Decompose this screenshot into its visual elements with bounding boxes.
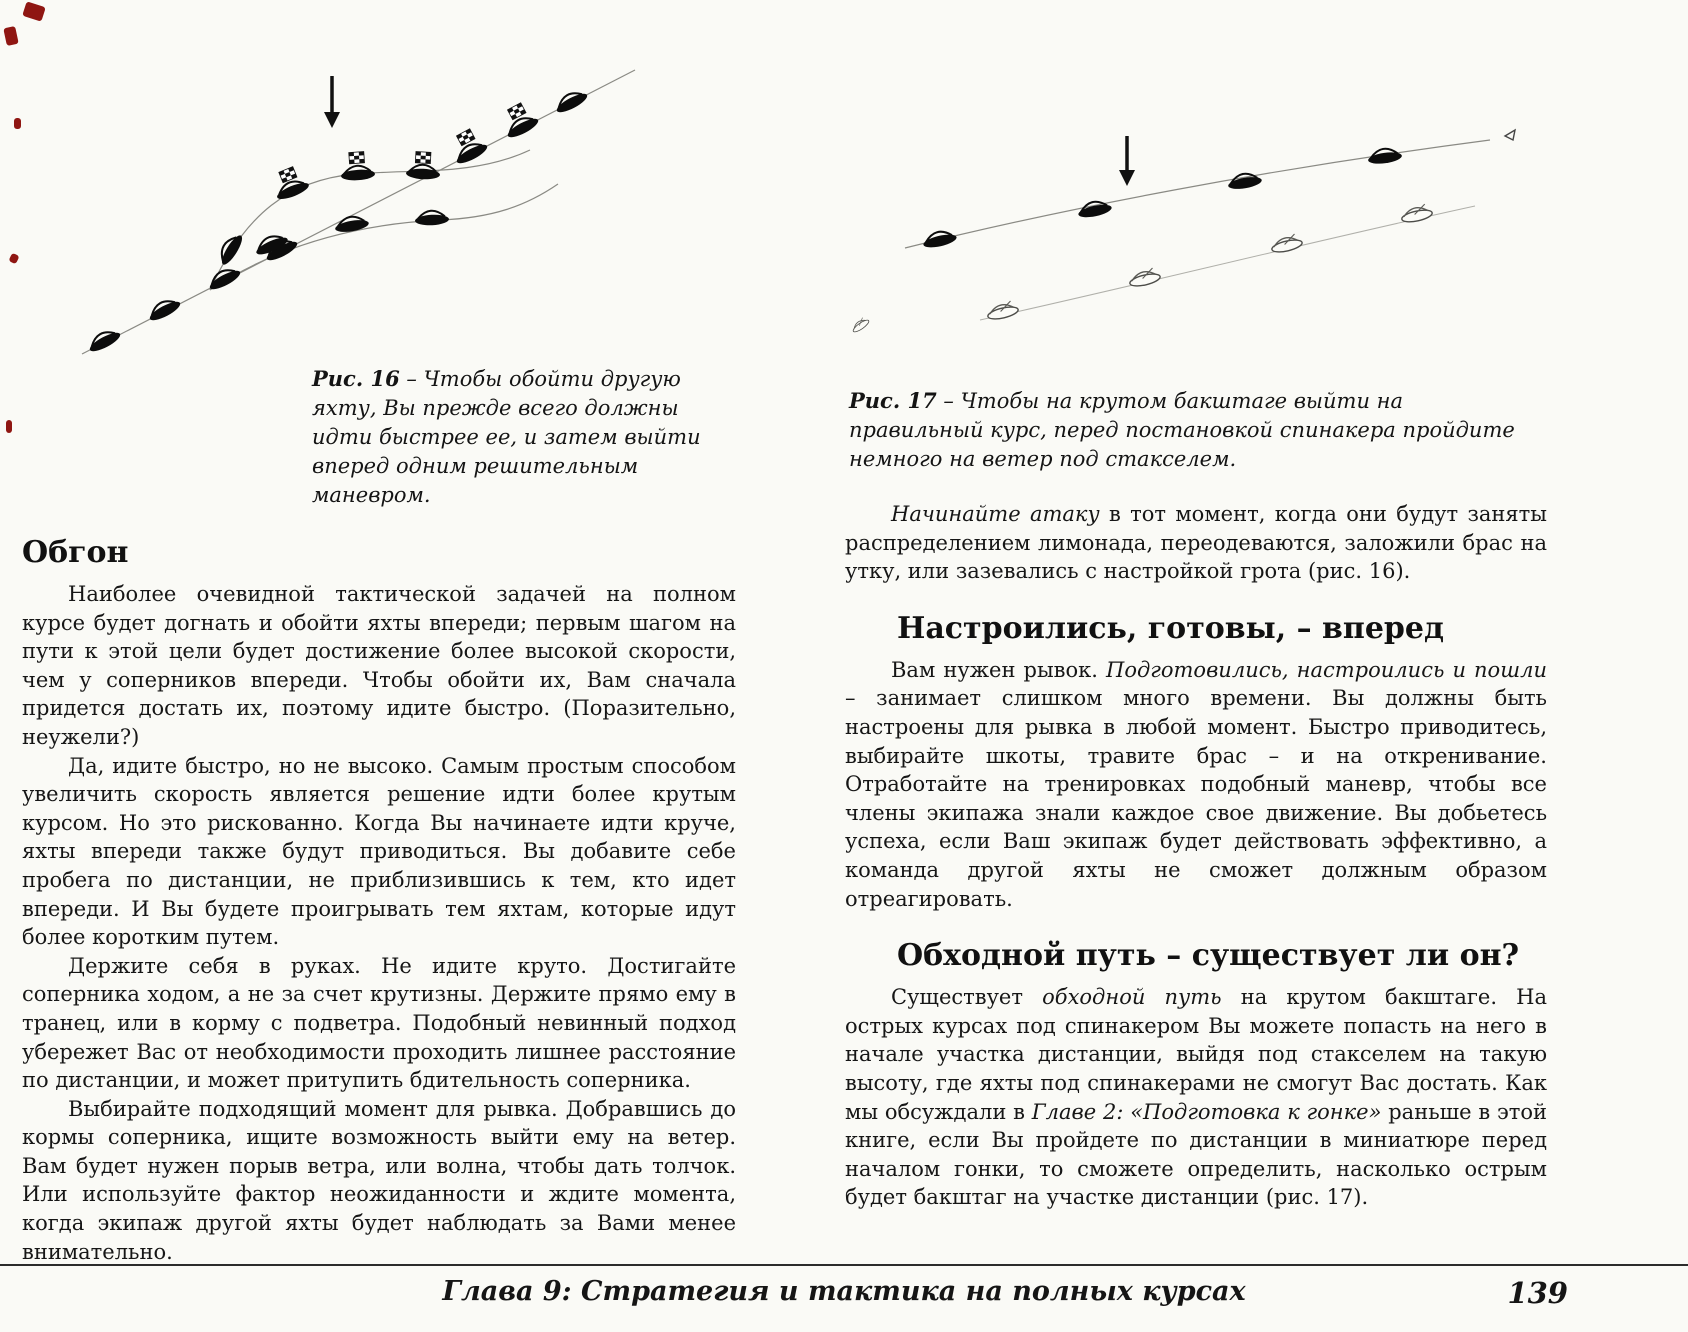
emphasis-text: Начинайте атаку (891, 502, 1100, 526)
sailboat-icon (406, 164, 441, 180)
sailboat-icon (334, 214, 370, 234)
sailboat-icon (206, 264, 243, 293)
right-column (845, 0, 1547, 1212)
sailboat-icon (1367, 146, 1403, 165)
sailboat-icon (504, 112, 541, 141)
checkered-flag-icon (415, 152, 431, 164)
figure-16 (22, 58, 736, 510)
page-footer (0, 1264, 1688, 1324)
scan-artifact (8, 253, 19, 265)
figure-17-caption-text: – Чтобы на крутом бакштаге выйти на правильный курс, перед постановкой спинакера пройдите немного на ветер под стакселем. (849, 389, 1515, 471)
figure-16-caption-text: – Чтобы обойти другую яхту, Вы прежде всего должны идти быстрее ее, и затем выйти вперед одним решительным маневром. (312, 367, 701, 507)
course-mark-icon (850, 316, 870, 334)
sailboat-icon (1227, 171, 1263, 191)
checkered-flag-icon (279, 167, 297, 183)
paragraph: Существует обходной путь на крутом бакштаге. На острых курсах под спинакером Вы можете попасть на него в начале участка дистанции, выйдя под стакселем на такую высоту, где яхты под спинакерами не смогут Вас достать. Как мы обсуждали в Главе 2: «Подготовка к гонке» раньше в этой книге, если Вы пройдете по дистанции в миниатюре перед началом гонки, то сможете определить, насколько острым будет бакштаг на участке дистанции (рис. 17). (845, 985, 1548, 1210)
sailboat-icon (453, 138, 490, 167)
right-body-text (845, 500, 1547, 586)
sailboat-icon (215, 231, 245, 267)
figure-16-label: Рис. 16 (312, 366, 400, 391)
scan-artifact (6, 420, 12, 433)
sailboat-icon (1076, 198, 1112, 219)
sailboat-icon (146, 295, 183, 324)
sailboat-icon (340, 165, 375, 182)
figure-17-caption (849, 386, 1543, 474)
sailboat-icon (415, 210, 450, 226)
paragraph: Да, идите быстро, но не высоко. Самым простым способом увеличить скорость является решение идти более крутым курсом. Но это рискованно. Когда Вы начинаете идти круче, яхты впереди также будут приводиться. Вы добавите себе пробега по дистанции, не приблизившись к тем, кто идет впереди. И Вы будете проигрывать тем яхтам, которые идут более коротким путем. (22, 753, 736, 950)
figure-17-label: Рис. 17 (849, 388, 937, 413)
emphasis-text: Главе 2: «Подготовка к гонке» (1031, 1099, 1382, 1124)
scan-artifact (14, 118, 21, 129)
left-body-text (22, 580, 736, 1266)
checkered-flag-icon (349, 152, 365, 164)
sailboat-outline-icon (1270, 233, 1304, 254)
sailboat-outline-icon (1400, 203, 1433, 224)
left-column (22, 0, 736, 1266)
checkered-flag-icon (507, 103, 526, 120)
section-heading-ready-go: Настроились, готовы, – вперед (897, 610, 1444, 646)
paragraph: Вам нужен рывок. Подготовились, настроились и пошли – занимает слишком много времени. Вы должны быть настроены для рывка в любой момент. Быстро приводитесь, выбирайте шкоты, травите брас – и на откренивание. Отработайте на тренировках подобный маневр, чтобы все члены экипажа знали каждое свое движение. Вы добьетесь успеха, если Ваш экипаж будет действовать эффективно, а команда другой яхты не сможет должным образом отреагировать. (845, 657, 1547, 911)
emphasis-text: Подготовились, настроились и пошли (1106, 657, 1547, 682)
section2-body (845, 983, 1547, 1212)
page-number: 139 (1507, 1276, 1568, 1310)
sailboat-icon (921, 228, 957, 250)
figure-16-diagram (60, 58, 720, 358)
track-curve-upper (905, 140, 1490, 248)
figure-16-caption (312, 364, 740, 510)
section-heading-overtaking: Обгон (22, 535, 129, 570)
course-mark-icon (1505, 130, 1515, 140)
section-heading-detour: Обходной путь – существует ли он? (897, 938, 1520, 974)
emphasis-text: обходной путь (1042, 985, 1222, 1010)
chapter-title: Глава 9: Стратегия и тактика на полных курсах (442, 1276, 1246, 1307)
checkered-flag-icon (456, 129, 475, 146)
paragraph: Наиболее очевидной тактической задачей на полном курсе будет догнать и обойти яхты впереди; первым шагом на пути к этой цели будет достижение более высокой скорости, чем у соперников впереди. Чтобы обойти их, Вам сначала придется достать их, поэтому идите быстро. (Поразительно, неужели?) (22, 582, 736, 749)
figure-17-diagram (845, 108, 1545, 346)
sailboat-outline-icon (1128, 267, 1162, 288)
scan-artifact (3, 26, 18, 46)
track-curve-lower (980, 206, 1475, 320)
sailboat-icon (274, 176, 311, 202)
wind-arrow-icon (1119, 136, 1135, 186)
sailboat-icon (553, 87, 590, 116)
section1-body (845, 656, 1547, 913)
figure-17 (845, 108, 1547, 474)
paragraph: Начинайте атаку в тот момент, когда они будут заняты распределением лимонада, переодеваются, заложили брас на утку, или зазевались с настройкой грота (рис. 16). (845, 502, 1547, 584)
paragraph: Выбирайте подходящий момент для рывка. Добравшись до кормы соперника, ищите возможность выйти ему на ветер. Вам будет нужен порыв ветра, или волна, чтобы дать толчок. Или используйте фактор неожиданности и ждите момента, когда экипаж другой яхты будет наблюдать за Вами менее внимательно. (22, 1096, 736, 1264)
sailboat-icon (86, 326, 123, 355)
track-curve-middle (210, 184, 558, 290)
paragraph: Держите себя в руках. Не идите круто. Достигайте соперника ходом, а не за счет крутизны. Держите прямо ему в транец, или в корму с подветра. Подобный невинный подход убережет Вас от необходимости проходить лишнее расстояние по дистанции, и может притупить бдительность соперника. (22, 953, 736, 1093)
wind-arrow-icon (324, 76, 340, 128)
sailboat-outline-icon (986, 300, 1020, 321)
